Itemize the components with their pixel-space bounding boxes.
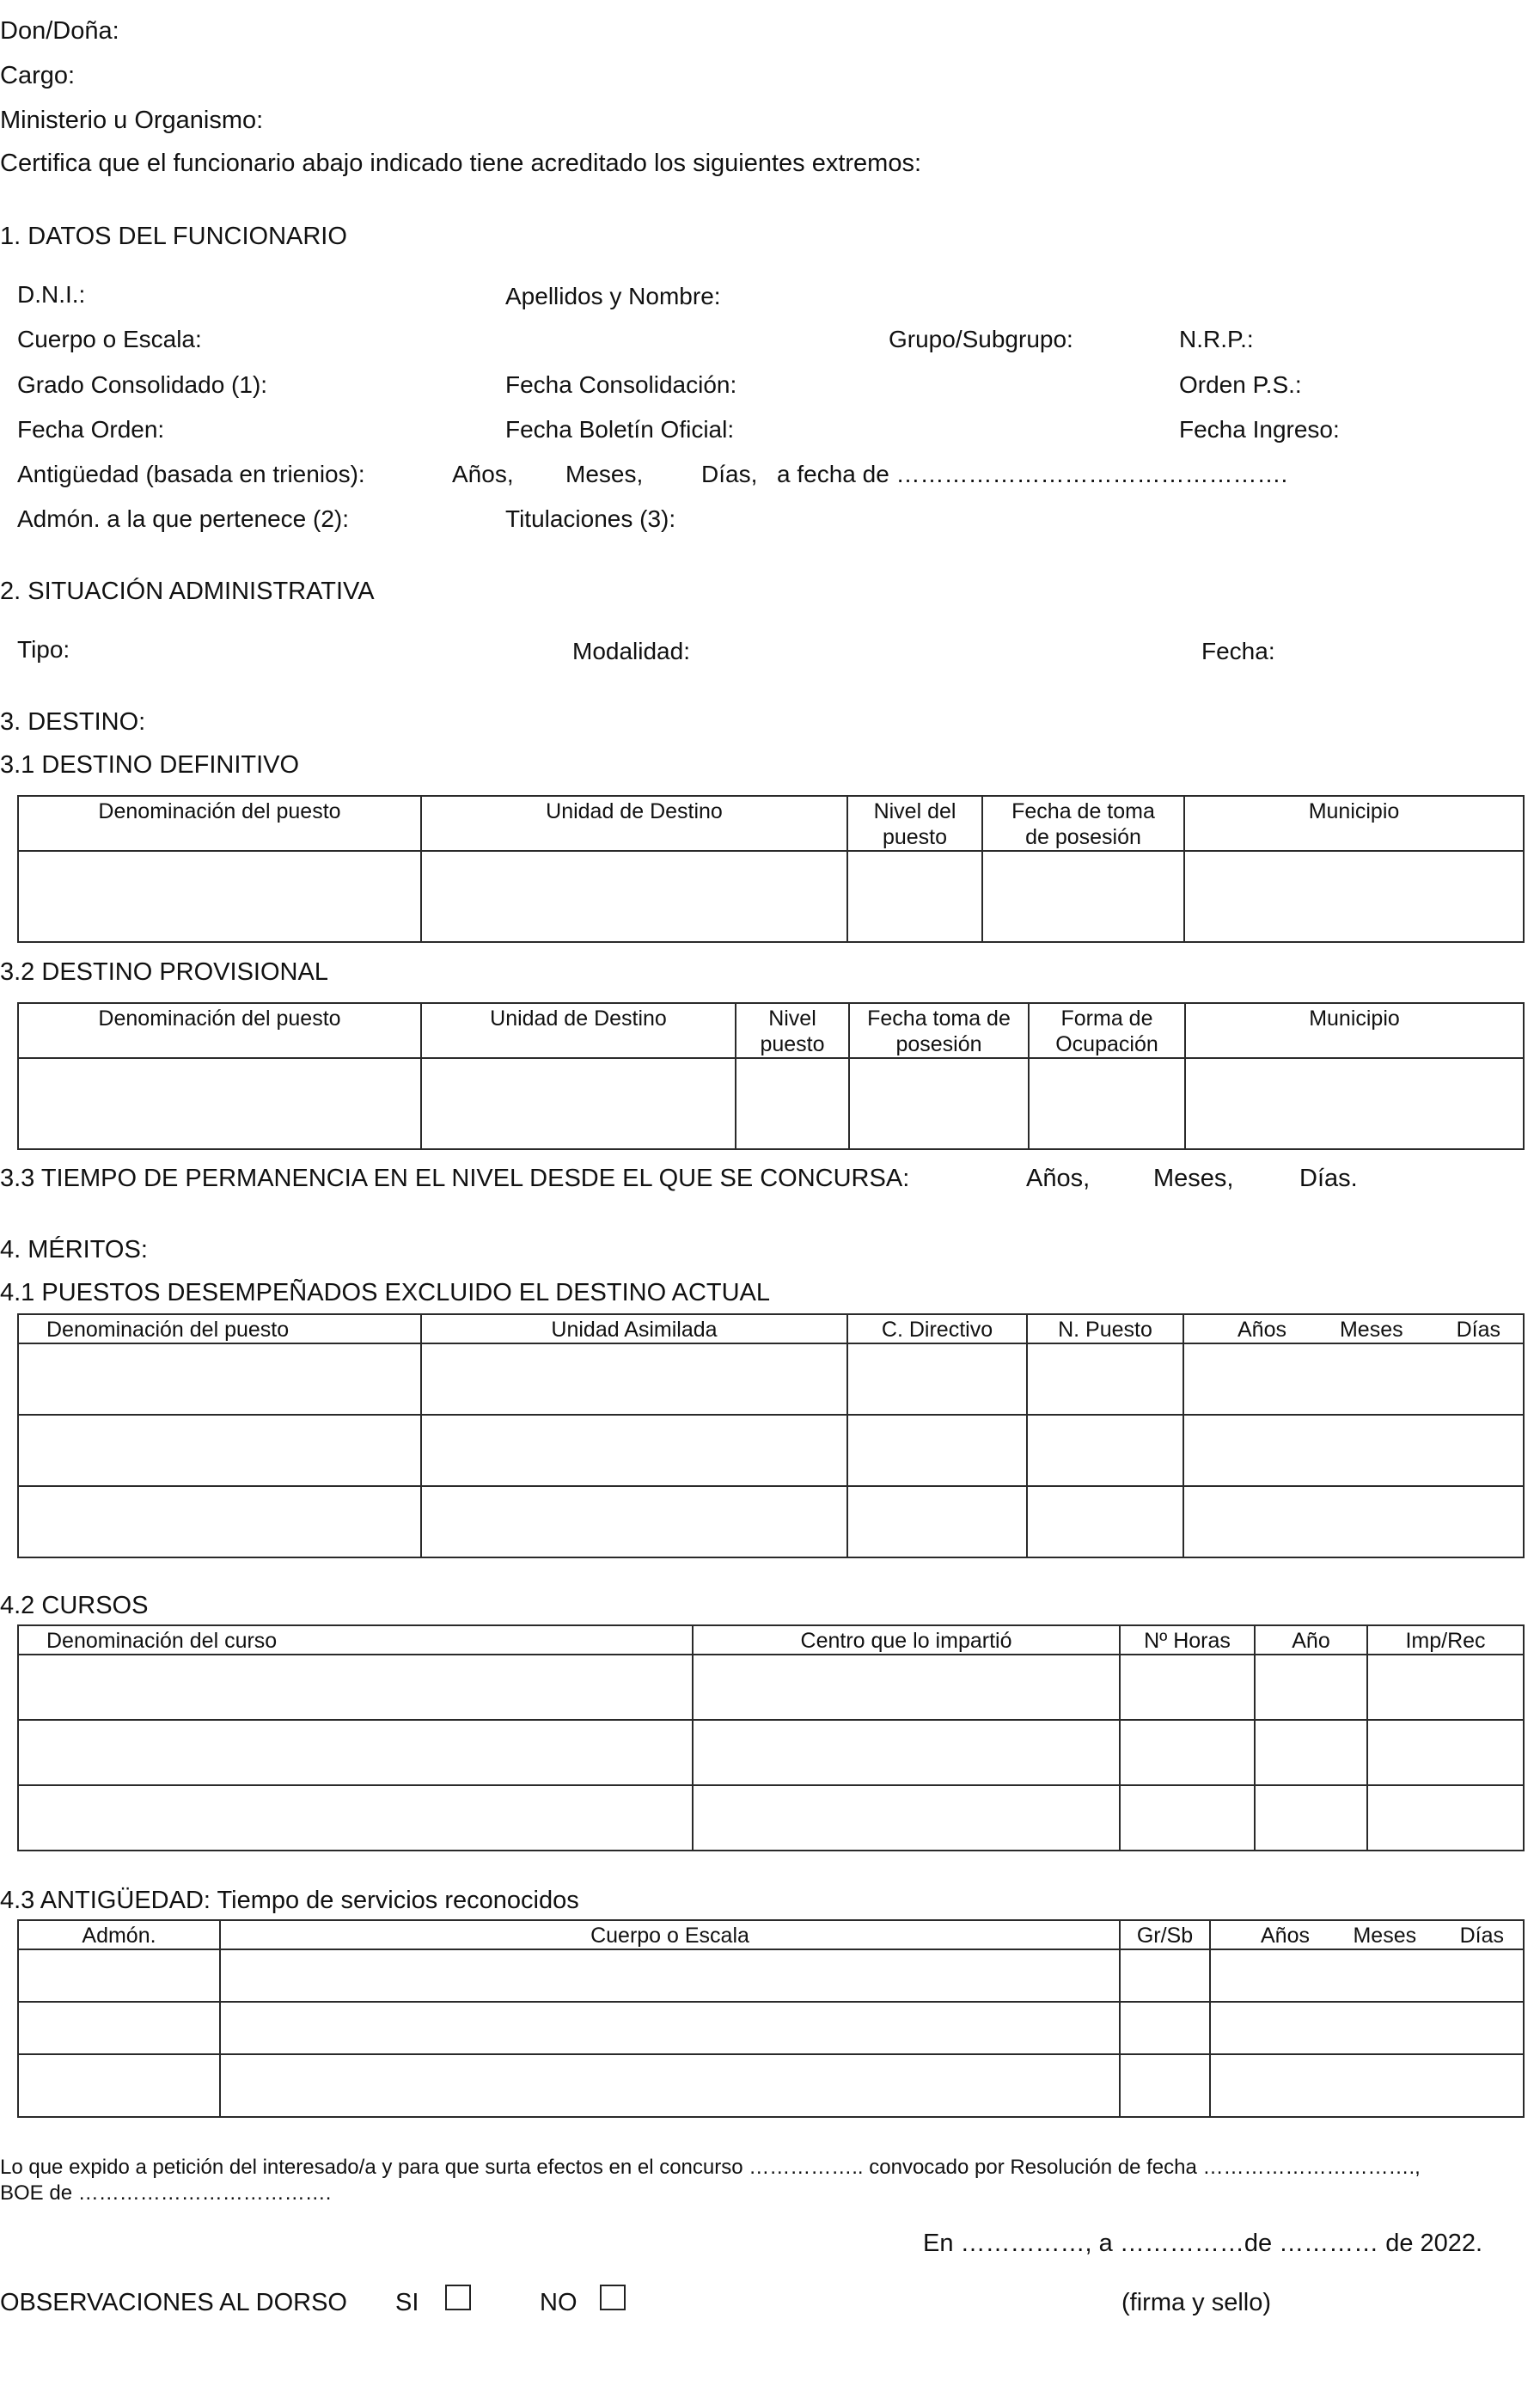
cuerpo-escala-label: Cuerpo o Escala:	[17, 326, 202, 352]
ministerio-label: Ministerio u Organismo:	[0, 107, 264, 134]
col-municipio: Municipio	[1185, 1003, 1524, 1058]
table-row	[18, 1655, 1524, 1720]
col-unidad-destino: Unidad de Destino	[421, 1003, 736, 1058]
col-n-puesto: N. Puesto	[1027, 1314, 1183, 1343]
section-3-title: 3. DESTINO:	[0, 708, 146, 736]
tiempo-permanencia-label: 3.3 TIEMPO DE PERMANENCIA EN EL NIVEL DESDE EL QUE SE CONCURSA:	[0, 1165, 910, 1192]
section-4-title: 4. MÉRITOS:	[0, 1236, 148, 1263]
puestos-desempenados-title: 4.1 PUESTOS DESEMPEÑADOS EXCLUIDO EL DESTINO ACTUAL	[0, 1279, 771, 1306]
antiguedad-fecha-label: a fecha de ………………………………………….	[777, 461, 1288, 487]
col-centro: Centro que lo impartió	[693, 1625, 1120, 1655]
col-meses: Meses	[1353, 1924, 1417, 1948]
col-unidad-asimilada: Unidad Asimilada	[421, 1314, 847, 1343]
col-c-directivo: C. Directivo	[847, 1314, 1027, 1343]
admon-pertenece-label: Admón. a la que pertenece (2):	[17, 505, 350, 532]
table-row	[18, 2002, 1524, 2054]
col-fecha-toma: Fecha de toma de posesión	[982, 796, 1184, 851]
orden-ps-label: Orden P.S.:	[1179, 371, 1302, 398]
col-denominacion: Denominación del puesto	[18, 1314, 421, 1343]
col-nivel: Nivel del puesto	[847, 796, 982, 851]
expido-text-line-2: BOE de ……………………………….	[0, 2181, 332, 2205]
table-row	[18, 1785, 1524, 1851]
certifica-statement: Certifica que el funcionario abajo indicado tiene acreditado los siguientes extremos:	[0, 150, 922, 177]
fecha-ingreso-label: Fecha Ingreso:	[1179, 416, 1340, 443]
titulaciones-label: Titulaciones (3):	[505, 505, 676, 532]
modalidad-label: Modalidad:	[572, 638, 690, 664]
table-row	[18, 2054, 1524, 2117]
tiempo-dias-label: Días.	[1299, 1165, 1358, 1192]
section-2-title: 2. SITUACIÓN ADMINISTRATIVA	[0, 578, 375, 605]
col-ano: Año	[1255, 1625, 1367, 1655]
col-anos: Años	[1238, 1318, 1286, 1342]
antiguedad-table	[17, 1919, 1525, 2118]
table-row	[18, 1486, 1524, 1557]
col-denominacion-curso: Denominación del curso	[18, 1625, 693, 1655]
no-checkbox[interactable]	[600, 2285, 626, 2310]
section-1-title: 1. DATOS DEL FUNCIONARIO	[0, 223, 347, 250]
cursos-title: 4.2 CURSOS	[0, 1592, 149, 1619]
col-municipio: Municipio	[1184, 796, 1524, 851]
col-gr-sb: Gr/Sb	[1120, 1920, 1210, 1949]
apellidos-label: Apellidos y Nombre:	[505, 283, 721, 309]
fecha-orden-label: Fecha Orden:	[17, 416, 165, 443]
si-label: SI	[395, 2289, 419, 2316]
grado-consolidado-label: Grado Consolidado (1):	[17, 371, 268, 398]
col-admon: Admón.	[18, 1920, 220, 1949]
cargo-label: Cargo:	[0, 62, 76, 89]
destino-provisional-title: 3.2 DESTINO PROVISIONAL	[0, 958, 328, 986]
table-row	[18, 851, 1524, 942]
col-anos: Años	[1261, 1924, 1310, 1948]
puestos-desempenados-table	[17, 1313, 1525, 1558]
col-dias: Días	[1456, 1318, 1500, 1342]
col-unidad-destino: Unidad de Destino	[421, 796, 847, 851]
nrp-label: N.R.P.:	[1179, 326, 1254, 352]
tipo-label: Tipo:	[17, 636, 70, 663]
col-forma-ocupacion: Forma de Ocupación	[1029, 1003, 1185, 1058]
cursos-table	[17, 1624, 1525, 1851]
lugar-fecha-line: En ……………, a ……………de ………… de 2022.	[923, 2230, 1483, 2257]
don-dona-label: Don/Doña:	[0, 17, 119, 45]
tiempo-anos-label: Años,	[1026, 1165, 1091, 1192]
antiguedad-dias-label: Días,	[701, 461, 758, 487]
observaciones-label: OBSERVACIONES AL DORSO	[0, 2289, 347, 2316]
col-imp-rec: Imp/Rec	[1367, 1625, 1524, 1655]
col-denominacion: Denominación del puesto	[18, 796, 421, 851]
table-row	[18, 1720, 1524, 1785]
col-nivel: Nivel puesto	[736, 1003, 849, 1058]
antiguedad-anos-label: Años,	[452, 461, 514, 487]
fecha-consolidacion-label: Fecha Consolidación:	[505, 371, 737, 398]
col-horas: Nº Horas	[1120, 1625, 1255, 1655]
fecha-boletin-label: Fecha Boletín Oficial:	[505, 416, 735, 443]
destino-definitivo-title: 3.1 DESTINO DEFINITIVO	[0, 751, 300, 779]
col-anos-meses-dias	[1210, 1920, 1524, 1949]
destino-definitivo-table	[17, 795, 1525, 943]
firma-sello-label: (firma y sello)	[1121, 2289, 1272, 2316]
grupo-subgrupo-label: Grupo/Subgrupo:	[889, 326, 1073, 352]
tiempo-meses-label: Meses,	[1153, 1165, 1234, 1192]
expido-text-line-1: Lo que expido a petición del interesado/a y para que surta efectos en el concurso …………….. convocado por Resolución de fecha ………………………….,	[0, 2156, 1421, 2179]
no-label: NO	[540, 2289, 578, 2316]
destino-provisional-table	[17, 1002, 1525, 1150]
si-checkbox[interactable]	[445, 2285, 471, 2310]
col-anos-meses-dias	[1183, 1314, 1524, 1343]
col-meses: Meses	[1339, 1318, 1403, 1342]
table-row	[18, 1058, 1524, 1149]
fecha-situacion-label: Fecha:	[1201, 638, 1275, 664]
table-row	[18, 1415, 1524, 1486]
dni-label: D.N.I.:	[17, 281, 86, 308]
col-denominacion: Denominación del puesto	[18, 1003, 421, 1058]
antiguedad-meses-label: Meses,	[565, 461, 644, 487]
col-fecha-toma: Fecha toma de posesión	[849, 1003, 1029, 1058]
col-cuerpo-escala: Cuerpo o Escala	[220, 1920, 1120, 1949]
table-row	[18, 1343, 1524, 1415]
antiguedad-reconocida-title: 4.3 ANTIGÜEDAD: Tiempo de servicios reconocidos	[0, 1887, 579, 1914]
antiguedad-label: Antigüedad (basada en trienios):	[17, 461, 365, 487]
table-row	[18, 1949, 1524, 2002]
col-dias: Días	[1459, 1924, 1504, 1948]
